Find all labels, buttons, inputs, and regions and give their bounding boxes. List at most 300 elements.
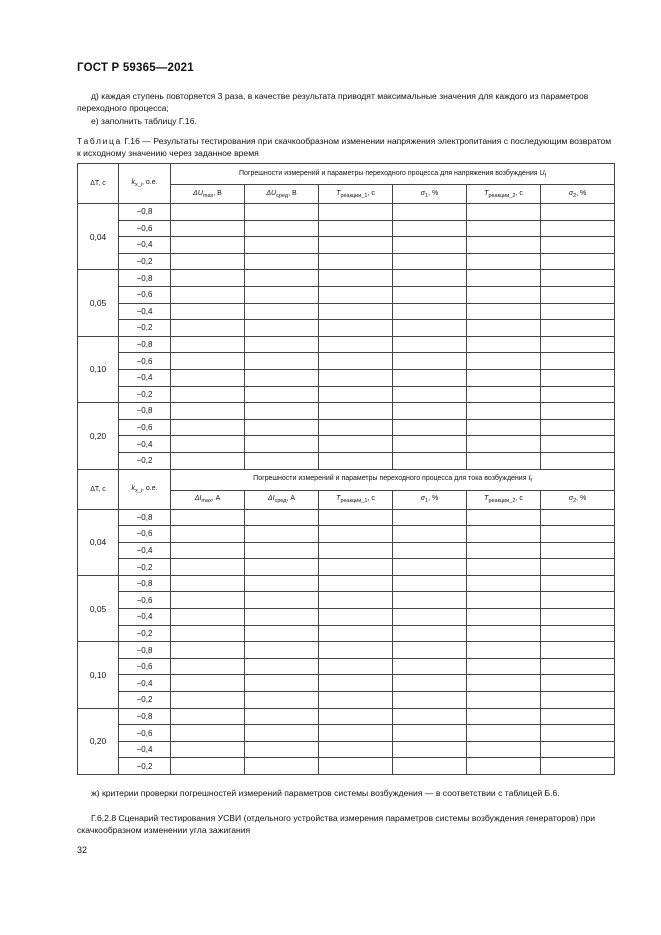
param-unit: , % xyxy=(576,189,587,197)
empty-data-cell[interactable] xyxy=(171,303,245,320)
empty-data-cell[interactable] xyxy=(245,609,319,626)
empty-data-cell[interactable] xyxy=(393,369,467,386)
empty-data-cell[interactable] xyxy=(319,575,393,592)
empty-data-cell[interactable] xyxy=(541,658,615,675)
empty-data-cell[interactable] xyxy=(541,725,615,742)
param-symbol: ΔI xyxy=(194,495,202,502)
empty-data-cell[interactable] xyxy=(245,509,319,526)
k-value-cell: −0,4 xyxy=(119,237,171,254)
empty-data-cell[interactable] xyxy=(393,658,467,675)
empty-data-cell[interactable] xyxy=(393,452,467,469)
empty-data-cell[interactable] xyxy=(171,741,245,758)
empty-data-cell[interactable] xyxy=(467,542,541,559)
empty-data-cell[interactable] xyxy=(467,452,541,469)
empty-data-cell[interactable] xyxy=(541,575,615,592)
empty-data-cell[interactable] xyxy=(541,526,615,543)
k-value-cell: −0,8 xyxy=(119,270,171,287)
empty-data-cell[interactable] xyxy=(245,204,319,221)
empty-data-cell[interactable] xyxy=(245,386,319,403)
empty-data-cell[interactable] xyxy=(467,625,541,642)
empty-data-cell[interactable] xyxy=(319,509,393,526)
dt-value-cell: 0,05 xyxy=(78,270,119,336)
param-symbol: T xyxy=(336,495,341,502)
header-row xyxy=(78,164,615,185)
empty-data-cell[interactable] xyxy=(319,725,393,742)
empty-data-cell[interactable] xyxy=(171,758,245,775)
empty-data-cell[interactable] xyxy=(245,741,319,758)
empty-data-cell[interactable] xyxy=(393,220,467,237)
section-title-subscript: f xyxy=(544,172,547,179)
empty-data-cell[interactable] xyxy=(541,708,615,725)
empty-data-cell[interactable] xyxy=(171,204,245,221)
table-row xyxy=(78,386,615,403)
table-row xyxy=(78,692,615,709)
empty-data-cell[interactable] xyxy=(171,642,245,659)
empty-data-cell[interactable] xyxy=(467,575,541,592)
empty-data-cell[interactable] xyxy=(319,386,393,403)
param-subscript: реакции_1 xyxy=(340,498,368,504)
k-value-cell: −0,6 xyxy=(119,526,171,543)
empty-data-cell[interactable] xyxy=(245,237,319,254)
empty-data-cell[interactable] xyxy=(171,336,245,353)
dt-value-cell: 0,10 xyxy=(78,336,119,402)
empty-data-cell[interactable] xyxy=(393,758,467,775)
section-title-subscript: f xyxy=(530,478,532,484)
empty-data-cell[interactable] xyxy=(319,609,393,626)
param-col-header xyxy=(541,490,615,509)
empty-data-cell[interactable] xyxy=(467,303,541,320)
empty-data-cell[interactable] xyxy=(171,575,245,592)
empty-data-cell[interactable] xyxy=(467,609,541,626)
empty-data-cell[interactable] xyxy=(245,708,319,725)
k-value-cell: −0,6 xyxy=(119,419,171,436)
page-number: 32 xyxy=(77,845,88,855)
empty-data-cell[interactable] xyxy=(393,436,467,453)
empty-data-cell[interactable] xyxy=(319,253,393,270)
empty-data-cell[interactable] xyxy=(467,237,541,254)
empty-data-cell[interactable] xyxy=(541,758,615,775)
table-row xyxy=(78,609,615,626)
empty-data-cell[interactable] xyxy=(541,452,615,469)
table-row xyxy=(78,286,615,303)
table-row xyxy=(78,452,615,469)
param-subscript: 1 xyxy=(425,498,429,504)
empty-data-cell[interactable] xyxy=(393,204,467,221)
param-symbol: ΔI xyxy=(267,495,275,502)
empty-data-cell[interactable] xyxy=(541,253,615,270)
empty-data-cell[interactable] xyxy=(319,220,393,237)
table-row xyxy=(78,436,615,453)
empty-data-cell[interactable] xyxy=(319,692,393,709)
empty-data-cell[interactable] xyxy=(467,419,541,436)
empty-data-cell[interactable] xyxy=(245,320,319,337)
empty-data-cell[interactable] xyxy=(171,253,245,270)
section-title-text: Погрешности измерений и параметры переходного процесса для тока возбуждения xyxy=(253,475,529,482)
empty-data-cell[interactable] xyxy=(541,369,615,386)
param-unit: , с xyxy=(515,495,523,502)
table-row xyxy=(78,303,615,320)
empty-data-cell[interactable] xyxy=(171,708,245,725)
empty-data-cell[interactable] xyxy=(171,509,245,526)
empty-data-cell[interactable] xyxy=(171,675,245,692)
empty-data-cell[interactable] xyxy=(393,526,467,543)
empty-data-cell[interactable] xyxy=(541,436,615,453)
paragraph-g628: Г.6.2.8 Сценарий тестирования УСВИ (отдельного устройства измерения параметров системы возбуждения генераторов) при скачкообразном изменении угла зажигания xyxy=(77,813,596,836)
empty-data-cell[interactable] xyxy=(245,542,319,559)
empty-data-cell[interactable] xyxy=(319,436,393,453)
empty-data-cell[interactable] xyxy=(393,320,467,337)
param-subscript: реакции_1 xyxy=(340,192,368,199)
section-title xyxy=(171,164,615,185)
dt-header-text: ΔT, с xyxy=(90,180,106,187)
k-symbol: k xyxy=(131,484,135,492)
empty-data-cell[interactable] xyxy=(541,220,615,237)
section-title xyxy=(171,469,615,490)
empty-data-cell[interactable] xyxy=(245,419,319,436)
k-value-cell: −0,2 xyxy=(119,452,171,469)
empty-data-cell[interactable] xyxy=(393,708,467,725)
param-subscript: реакции_2 xyxy=(488,498,516,504)
param-col-header xyxy=(467,185,541,204)
table-row xyxy=(78,320,615,337)
table-row xyxy=(78,575,615,592)
empty-data-cell[interactable] xyxy=(319,204,393,221)
empty-data-cell[interactable] xyxy=(319,675,393,692)
empty-data-cell[interactable] xyxy=(245,575,319,592)
empty-data-cell[interactable] xyxy=(319,526,393,543)
empty-data-cell[interactable] xyxy=(467,526,541,543)
empty-data-cell[interactable] xyxy=(319,642,393,659)
k-value-cell: −0,8 xyxy=(119,403,171,420)
param-unit: , % xyxy=(428,189,439,197)
empty-data-cell[interactable] xyxy=(467,369,541,386)
empty-data-cell[interactable] xyxy=(541,559,615,576)
empty-data-cell[interactable] xyxy=(541,509,615,526)
empty-data-cell[interactable] xyxy=(245,270,319,287)
empty-data-cell[interactable] xyxy=(245,253,319,270)
empty-data-cell[interactable] xyxy=(171,386,245,403)
empty-data-cell[interactable] xyxy=(171,320,245,337)
empty-data-cell[interactable] xyxy=(319,708,393,725)
empty-data-cell[interactable] xyxy=(467,642,541,659)
empty-data-cell[interactable] xyxy=(245,353,319,370)
empty-data-cell[interactable] xyxy=(541,336,615,353)
empty-data-cell[interactable] xyxy=(319,320,393,337)
empty-data-cell[interactable] xyxy=(319,625,393,642)
empty-data-cell[interactable] xyxy=(319,758,393,775)
empty-data-cell[interactable] xyxy=(171,592,245,609)
k-value-cell: −0,8 xyxy=(119,509,171,526)
empty-data-cell[interactable] xyxy=(541,320,615,337)
empty-data-cell[interactable] xyxy=(393,692,467,709)
empty-data-cell[interactable] xyxy=(393,270,467,287)
empty-data-cell[interactable] xyxy=(171,658,245,675)
empty-data-cell[interactable] xyxy=(171,692,245,709)
empty-data-cell[interactable] xyxy=(541,237,615,254)
empty-data-cell[interactable] xyxy=(541,303,615,320)
empty-data-cell[interactable] xyxy=(393,403,467,420)
k-value-cell: −0,8 xyxy=(119,708,171,725)
empty-data-cell[interactable] xyxy=(393,625,467,642)
empty-data-cell[interactable] xyxy=(319,452,393,469)
empty-data-cell[interactable] xyxy=(467,220,541,237)
k-value-cell: −0,4 xyxy=(119,542,171,559)
k-value-cell: −0,4 xyxy=(119,609,171,626)
param-symbol: σ xyxy=(420,495,426,502)
empty-data-cell[interactable] xyxy=(393,725,467,742)
table-row xyxy=(78,675,615,692)
empty-data-cell[interactable] xyxy=(319,303,393,320)
empty-data-cell[interactable] xyxy=(467,692,541,709)
empty-data-cell[interactable] xyxy=(245,658,319,675)
k-value-cell: −0,2 xyxy=(119,320,171,337)
empty-data-cell[interactable] xyxy=(393,386,467,403)
table-caption xyxy=(77,135,614,159)
empty-data-cell[interactable] xyxy=(319,741,393,758)
empty-data-cell[interactable] xyxy=(319,419,393,436)
paragraph-d: д) каждая ступень повторяется 3 раза, в качестве результата приводят максимальные значения для каждого из параметров переходного процесса; xyxy=(77,91,589,114)
table-row xyxy=(78,353,615,370)
paragraph-e: е) заполнить таблицу Г.16. xyxy=(91,116,197,126)
table-row xyxy=(78,542,615,559)
empty-data-cell[interactable] xyxy=(319,559,393,576)
table-row xyxy=(78,220,615,237)
k-value-cell: −0,6 xyxy=(119,592,171,609)
empty-data-cell[interactable] xyxy=(245,452,319,469)
empty-data-cell[interactable] xyxy=(171,436,245,453)
empty-data-cell[interactable] xyxy=(171,526,245,543)
k-value-cell: −0,6 xyxy=(119,220,171,237)
empty-data-cell[interactable] xyxy=(171,609,245,626)
k-value-cell: −0,8 xyxy=(119,642,171,659)
k-value-cell: −0,4 xyxy=(119,303,171,320)
empty-data-cell[interactable] xyxy=(541,609,615,626)
empty-data-cell[interactable] xyxy=(541,692,615,709)
empty-data-cell[interactable] xyxy=(245,592,319,609)
table-row xyxy=(78,658,615,675)
empty-data-cell[interactable] xyxy=(319,286,393,303)
empty-data-cell[interactable] xyxy=(541,403,615,420)
empty-data-cell[interactable] xyxy=(393,575,467,592)
empty-data-cell[interactable] xyxy=(245,625,319,642)
empty-data-cell[interactable] xyxy=(541,353,615,370)
empty-data-cell[interactable] xyxy=(541,204,615,221)
empty-data-cell[interactable] xyxy=(171,369,245,386)
empty-data-cell[interactable] xyxy=(319,336,393,353)
empty-data-cell[interactable] xyxy=(467,403,541,420)
empty-data-cell[interactable] xyxy=(393,353,467,370)
empty-data-cell[interactable] xyxy=(541,642,615,659)
empty-data-cell[interactable] xyxy=(171,542,245,559)
param-subscript: реакции_2 xyxy=(488,192,516,199)
empty-data-cell[interactable] xyxy=(467,253,541,270)
col-header-k xyxy=(119,164,171,204)
empty-data-cell[interactable] xyxy=(541,542,615,559)
empty-data-cell[interactable] xyxy=(319,237,393,254)
empty-data-cell[interactable] xyxy=(171,286,245,303)
empty-data-cell[interactable] xyxy=(467,386,541,403)
param-col-header xyxy=(467,490,541,509)
empty-data-cell[interactable] xyxy=(245,303,319,320)
param-symbol: ΔU xyxy=(193,189,203,197)
empty-data-cell[interactable] xyxy=(393,542,467,559)
empty-data-cell[interactable] xyxy=(467,270,541,287)
empty-data-cell[interactable] xyxy=(541,419,615,436)
empty-data-cell[interactable] xyxy=(467,675,541,692)
empty-data-cell[interactable] xyxy=(319,542,393,559)
param-col-header xyxy=(319,185,393,204)
empty-data-cell[interactable] xyxy=(171,353,245,370)
empty-data-cell[interactable] xyxy=(171,220,245,237)
empty-data-cell[interactable] xyxy=(467,708,541,725)
empty-data-cell[interactable] xyxy=(393,237,467,254)
table-row xyxy=(78,592,615,609)
dt-value-cell: 0,05 xyxy=(78,575,119,641)
k-subscript: x_i xyxy=(134,487,142,494)
empty-data-cell[interactable] xyxy=(319,658,393,675)
empty-data-cell[interactable] xyxy=(245,336,319,353)
col-header-dt xyxy=(78,164,119,204)
empty-data-cell[interactable] xyxy=(245,642,319,659)
empty-data-cell[interactable] xyxy=(245,675,319,692)
empty-data-cell[interactable] xyxy=(245,403,319,420)
k-value-cell: −0,8 xyxy=(119,204,171,221)
empty-data-cell[interactable] xyxy=(393,609,467,626)
empty-data-cell[interactable] xyxy=(245,436,319,453)
param-subscript: max xyxy=(201,498,212,504)
empty-data-cell[interactable] xyxy=(467,204,541,221)
empty-data-cell[interactable] xyxy=(541,625,615,642)
table-row xyxy=(78,625,615,642)
param-unit: , В xyxy=(288,189,297,197)
k-unit: , о.е. xyxy=(141,179,158,186)
empty-data-cell[interactable] xyxy=(393,286,467,303)
empty-data-cell[interactable] xyxy=(171,403,245,420)
param-symbol: T xyxy=(484,189,489,197)
param-subscript: 2 xyxy=(573,498,577,504)
param-symbol: σ xyxy=(568,189,574,197)
table-row xyxy=(78,253,615,270)
param-unit: , В xyxy=(213,189,222,197)
param-subscript: 1 xyxy=(425,192,429,199)
k-symbol: k xyxy=(131,179,135,186)
empty-data-cell[interactable] xyxy=(467,741,541,758)
empty-data-cell[interactable] xyxy=(245,559,319,576)
empty-data-cell[interactable] xyxy=(467,286,541,303)
param-col-header xyxy=(319,490,393,509)
empty-data-cell[interactable] xyxy=(245,220,319,237)
param-symbol: ΔU xyxy=(266,189,277,197)
section-title-symbol: I xyxy=(528,475,531,482)
empty-data-cell[interactable] xyxy=(393,336,467,353)
k-value-cell: −0,2 xyxy=(119,625,171,642)
empty-data-cell[interactable] xyxy=(467,658,541,675)
empty-data-cell[interactable] xyxy=(319,270,393,287)
param-unit: , % xyxy=(576,495,587,502)
empty-data-cell[interactable] xyxy=(393,592,467,609)
param-col-header xyxy=(393,490,467,509)
empty-data-cell[interactable] xyxy=(467,559,541,576)
table-row xyxy=(78,369,615,386)
empty-data-cell[interactable] xyxy=(245,758,319,775)
empty-data-cell[interactable] xyxy=(171,625,245,642)
param-unit: , с xyxy=(515,189,523,197)
empty-data-cell[interactable] xyxy=(541,270,615,287)
empty-data-cell[interactable] xyxy=(245,725,319,742)
param-col-header xyxy=(393,185,467,204)
empty-data-cell[interactable] xyxy=(541,286,615,303)
empty-data-cell[interactable] xyxy=(393,642,467,659)
empty-data-cell[interactable] xyxy=(467,725,541,742)
empty-data-cell[interactable] xyxy=(245,369,319,386)
param-col-header xyxy=(171,490,245,509)
empty-data-cell[interactable] xyxy=(171,559,245,576)
empty-data-cell[interactable] xyxy=(393,559,467,576)
empty-data-cell[interactable] xyxy=(541,592,615,609)
empty-data-cell[interactable] xyxy=(467,758,541,775)
param-symbol: σ xyxy=(568,495,574,502)
empty-data-cell[interactable] xyxy=(467,320,541,337)
k-unit: , о.е. xyxy=(141,484,158,492)
empty-data-cell[interactable] xyxy=(171,419,245,436)
empty-data-cell[interactable] xyxy=(245,692,319,709)
empty-data-cell[interactable] xyxy=(393,253,467,270)
k-value-cell: −0,6 xyxy=(119,725,171,742)
table-row xyxy=(78,642,615,659)
table-row xyxy=(78,725,615,742)
empty-data-cell[interactable] xyxy=(393,419,467,436)
empty-data-cell[interactable] xyxy=(467,509,541,526)
empty-data-cell[interactable] xyxy=(171,452,245,469)
empty-data-cell[interactable] xyxy=(393,303,467,320)
empty-data-cell[interactable] xyxy=(541,386,615,403)
empty-data-cell[interactable] xyxy=(245,286,319,303)
empty-data-cell[interactable] xyxy=(467,436,541,453)
empty-data-cell[interactable] xyxy=(319,592,393,609)
empty-data-cell[interactable] xyxy=(171,270,245,287)
param-unit: , % xyxy=(428,495,439,502)
empty-data-cell[interactable] xyxy=(393,741,467,758)
empty-data-cell[interactable] xyxy=(319,369,393,386)
empty-data-cell[interactable] xyxy=(393,675,467,692)
results-table xyxy=(77,163,615,775)
empty-data-cell[interactable] xyxy=(541,741,615,758)
empty-data-cell[interactable] xyxy=(171,725,245,742)
empty-data-cell[interactable] xyxy=(245,526,319,543)
table-row xyxy=(78,741,615,758)
k-value-cell: −0,2 xyxy=(119,559,171,576)
param-symbol: T xyxy=(484,495,489,502)
dt-value-cell: 0,04 xyxy=(78,204,119,270)
empty-data-cell[interactable] xyxy=(467,336,541,353)
table-row xyxy=(78,237,615,254)
k-value-cell: −0,4 xyxy=(119,675,171,692)
empty-data-cell[interactable] xyxy=(393,509,467,526)
empty-data-cell[interactable] xyxy=(319,403,393,420)
k-value-cell: −0,2 xyxy=(119,758,171,775)
param-unit: , А xyxy=(286,495,296,502)
empty-data-cell[interactable] xyxy=(541,675,615,692)
k-value-cell: −0,6 xyxy=(119,658,171,675)
empty-data-cell[interactable] xyxy=(319,353,393,370)
empty-data-cell[interactable] xyxy=(171,237,245,254)
empty-data-cell[interactable] xyxy=(467,592,541,609)
param-col-header xyxy=(541,185,615,204)
empty-data-cell[interactable] xyxy=(467,353,541,370)
dt-value-cell: 0,04 xyxy=(78,509,119,575)
param-unit: , с xyxy=(367,189,375,197)
param-subscript: сред xyxy=(274,498,287,504)
